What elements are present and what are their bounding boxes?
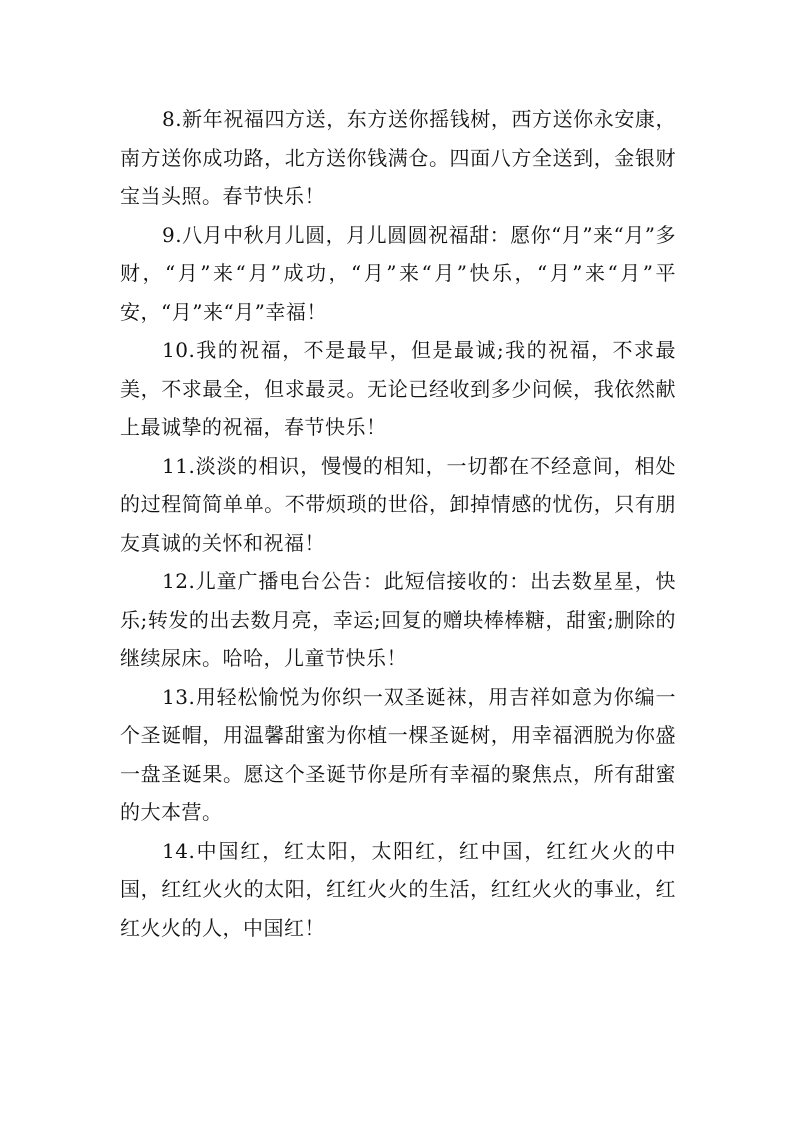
document-body <box>120 100 676 947</box>
paragraph-8: 8.新年祝福四方送，东方送你摇钱树，西方送你永安康，南方送你成功路，北方送你钱满仓。四面八方全送到，金银财宝当头照。春节快乐！ <box>120 107 676 208</box>
paragraph-12: 12.儿童广播电台公告：此短信接收的：出去数星星，快乐;转发的出去数月亮，幸运;回复的赠块棒棒糖，甜蜜;删除的继续尿床。哈哈，儿童节快乐！ <box>120 569 676 670</box>
paragraph-13: 13.用轻松愉悦为你织一双圣诞袜，用吉祥如意为你编一个圣诞帽，用温馨甜蜜为你植一棵圣诞树，用幸福洒脱为你盛一盘圣诞果。愿这个圣诞节你是所有幸福的聚焦点，所有甜蜜的大本营。 <box>120 684 676 824</box>
paragraph-10: 10.我的祝福，不是最早，但是最诚;我的祝福，不求最美，不求最全，但求最灵。无论已经收到多少问候，我依然献上最诚挚的祝福，春节快乐！ <box>120 338 676 439</box>
paragraph-14: 14.中国红，红太阳，太阳红，红中国，红红火火的中国，红红火火的太阳，红红火火的生活，红红火火的事业，红红火火的人，中国红！ <box>120 838 676 940</box>
paragraph-11: 11.淡淡的相识，慢慢的相知，一切都在不经意间，相处的过程简简单单。不带烦琐的世俗，卸掉情感的忧伤，只有朋友真诚的关怀和祝福！ <box>120 453 676 555</box>
paragraph-9: 9.八月中秋月儿圆，月儿圆圆祝福甜：愿你“月”来“月”多财，“月”来“月”成功，“月”来“月”快乐，“月”来“月”平安，“月”来“月”幸福！ <box>120 222 676 324</box>
